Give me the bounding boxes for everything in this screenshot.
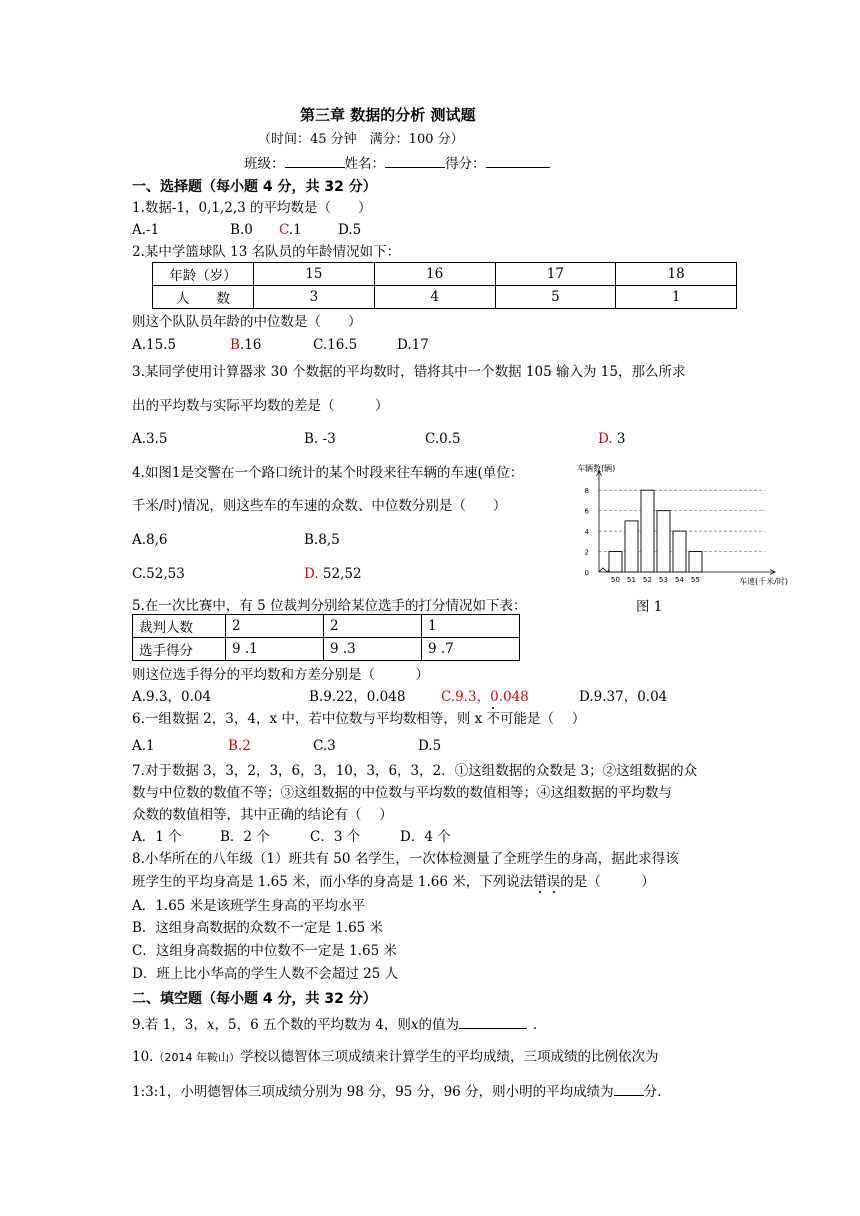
table-cell: 年龄（岁） bbox=[153, 263, 254, 286]
q8-option-a: A．1.65 米是该班学生身高的平均水平 bbox=[132, 898, 366, 914]
score-table bbox=[132, 614, 520, 661]
emphasis-dot: 错 bbox=[533, 874, 547, 890]
q4-option-b: B.8,5 bbox=[304, 532, 340, 548]
bar bbox=[609, 552, 622, 572]
q3-option-d: D. 3 bbox=[598, 431, 626, 447]
name-blank[interactable] bbox=[385, 154, 445, 168]
vehicle-speed-bar-chart bbox=[575, 462, 790, 592]
table-cell: 1 bbox=[422, 615, 520, 638]
q10-line2: 1:3:1，小明德智体三项成绩分别为 98 分，95 分，96 分，则小明的平均成绩为 分. bbox=[132, 1084, 662, 1100]
q5-option-a: A.9.3，0.04 bbox=[132, 689, 212, 705]
q6-option-a: A.1 bbox=[132, 738, 155, 754]
age-table bbox=[152, 262, 737, 309]
table-cell: 5 bbox=[495, 286, 616, 309]
q4-answer-letter: D. bbox=[304, 566, 319, 582]
x-tick-label: 55 bbox=[691, 576, 700, 584]
table-row bbox=[133, 638, 520, 661]
q1-option-b: B.0 bbox=[230, 222, 253, 238]
q5-option-b: B.9.22，0.048 bbox=[309, 689, 406, 705]
exam-info: （时间：45 分钟 满分：100 分） bbox=[258, 132, 464, 147]
bar bbox=[641, 490, 654, 572]
q1-stem: 1.数据-1，0,1,2,3 的平均数是（ ） bbox=[132, 200, 372, 216]
q8-line2: 班学生的平均身高是 1.65 米，而小华的身高是 1.66 米，下列说法错误的是（ ） bbox=[132, 874, 655, 890]
q5-option-d: D.9.37，0.04 bbox=[579, 689, 668, 705]
q4-option-d: D. 52,52 bbox=[304, 566, 362, 582]
q10-line1: 10.（2014 年鞍山）学校以德智体三项成绩来计算学生的平均成绩，三项成绩的比例依次为 bbox=[132, 1049, 659, 1065]
q9-stem: 9.若 1，3，x，5，6 五个数的平均数为 4，则x的值为 ． bbox=[132, 1017, 547, 1033]
q3-option-c: C.0.5 bbox=[425, 431, 461, 447]
student-info-line bbox=[244, 154, 550, 173]
q9-answer-blank[interactable] bbox=[459, 1015, 527, 1029]
q2-question: 则这个队队员年龄的中位数是（ ） bbox=[132, 314, 362, 330]
q5-option-c: C.9.3，0.048 bbox=[441, 689, 529, 705]
page-title: 第三章 数据的分析 测试题 bbox=[300, 106, 476, 124]
q7-option-a: A．1 个 bbox=[132, 829, 182, 845]
y-tick-label: 2 bbox=[584, 548, 589, 557]
table-cell: 2 bbox=[226, 615, 324, 638]
y-axis-label: 车辆数(辆) bbox=[577, 464, 616, 473]
x-tick-label: 51 bbox=[627, 576, 636, 584]
table-cell: 9 .3 bbox=[324, 638, 422, 661]
q3-option-b: B. -3 bbox=[304, 431, 336, 447]
y-tick-label: 8 bbox=[584, 487, 589, 496]
emphasis-dot: 不 bbox=[486, 711, 501, 727]
q7-line2: 数与中位数的数值不等；③这组数据的中位数与平均数的数值相等；④这组数据的平均数与 bbox=[132, 785, 672, 801]
figure-caption: 图 1 bbox=[636, 599, 663, 615]
q7-option-d: D．4 个 bbox=[400, 829, 451, 845]
class-blank[interactable] bbox=[285, 154, 345, 168]
q6-option-b: B.2 bbox=[228, 738, 251, 754]
x-tick-label: 54 bbox=[675, 576, 684, 584]
table-cell: 9 .7 bbox=[422, 638, 520, 661]
table-cell: 18 bbox=[616, 263, 737, 286]
class-label: 班级： bbox=[244, 156, 285, 172]
section-heading-choice: 一、选择题（每小题 4 分，共 32 分） bbox=[132, 179, 377, 195]
variable-x: x bbox=[206, 1017, 215, 1033]
table-cell: 15 bbox=[254, 263, 375, 286]
q5-question: 则这位选手得分的平均数和方差分别是（ ） bbox=[132, 667, 429, 683]
q8-option-d: D．班上比小华高的学生人数不会超过 25 人 bbox=[132, 966, 399, 982]
table-cell: 1 bbox=[616, 286, 737, 309]
q4-line2: 千米/时)情况，则这些车的车速的众数、中位数分别是（ ） bbox=[132, 498, 507, 514]
variable-x: x bbox=[410, 1017, 419, 1033]
q8-line1: 8.小华所在的八年级（1）班共有 50 名学生，一次体检测量了全班学生的身高，据此求得该 bbox=[132, 851, 679, 867]
q1-answer-letter: C bbox=[279, 222, 289, 238]
section-heading-fill: 二、填空题（每小题 4 分，共 32 分） bbox=[132, 991, 377, 1007]
q4-option-a: A.8,6 bbox=[132, 532, 168, 548]
q3-option-a: A.3.5 bbox=[132, 431, 168, 447]
q4-option-c: C.52,53 bbox=[132, 566, 185, 582]
q3-answer-letter: D. bbox=[598, 431, 613, 447]
y-tick-label: 4 bbox=[584, 528, 589, 537]
x-axis-label: 车速(千米/时) bbox=[739, 577, 788, 586]
q6-option-c: C.3 bbox=[313, 738, 336, 754]
table-cell: 3 bbox=[254, 286, 375, 309]
bar bbox=[673, 531, 686, 572]
bar bbox=[657, 511, 670, 572]
q2-option-d: D.17 bbox=[397, 337, 429, 353]
q5-stem: 5.在一次比赛中，有 5 位裁判分别给某位选手的打分情况如下表： bbox=[132, 598, 527, 614]
table-cell: 选手得分 bbox=[133, 638, 226, 661]
y-tick-label: 0 bbox=[584, 569, 589, 577]
q1-option-a: A.-1 bbox=[132, 222, 160, 238]
table-cell: 9 .1 bbox=[226, 638, 324, 661]
q2-option-b: B.16 bbox=[230, 337, 262, 353]
name-label: 姓名： bbox=[344, 156, 385, 172]
table-row bbox=[153, 263, 737, 286]
q7-line3: 众数的数值相等，其中正确的结论有（ ） bbox=[132, 807, 393, 823]
score-blank[interactable] bbox=[486, 154, 550, 168]
q1-option-d: D.5 bbox=[338, 222, 362, 238]
q2-option-c: C.16.5 bbox=[313, 337, 358, 353]
table-cell: 2 bbox=[324, 615, 422, 638]
table-cell: 裁判人数 bbox=[133, 615, 226, 638]
q2-answer-letter: B bbox=[230, 337, 240, 353]
x-tick-label: 52 bbox=[643, 576, 652, 584]
source-note: （2014 年鞍山） bbox=[153, 1051, 240, 1064]
q3-line2: 出的平均数与实际平均数的差是（ ） bbox=[132, 398, 389, 414]
q2-stem: 2.某中学篮球队 13 名队员的年龄情况如下： bbox=[132, 244, 401, 260]
q6-stem: 6.一组数据 2，3，4，x 中，若中位数与平均数相等，则 x 不可能是（ ） bbox=[132, 711, 586, 727]
q6-option-d: D.5 bbox=[418, 738, 442, 754]
bar bbox=[625, 521, 638, 572]
table-cell: 16 bbox=[374, 263, 495, 286]
x-tick-label: 53 bbox=[659, 576, 668, 584]
q8-option-b: B．这组身高数据的众数不一定是 1.65 米 bbox=[132, 920, 384, 936]
table-row bbox=[153, 286, 737, 309]
x-tick-label: 50 bbox=[611, 576, 620, 584]
score-label: 得分： bbox=[445, 156, 486, 172]
q3-line1: 3.某同学使用计算器求 30 个数据的平均数时，错将其中一个数据 105 输入为 15，那么所求 bbox=[132, 364, 686, 380]
table-cell: 4 bbox=[374, 286, 495, 309]
q7-option-c: C．3 个 bbox=[310, 829, 361, 845]
table-row bbox=[133, 615, 520, 638]
q2-option-a: A.15.5 bbox=[132, 337, 177, 353]
y-tick-label: 6 bbox=[584, 507, 589, 516]
q8-option-c: C．这组身高数据的中位数不一定是 1.65 米 bbox=[132, 943, 397, 959]
q10-answer-blank[interactable] bbox=[614, 1082, 644, 1096]
table-cell: 人 数 bbox=[153, 286, 254, 309]
bar bbox=[689, 552, 702, 572]
emphasis-dot: 误 bbox=[546, 874, 561, 890]
q7-line1: 7.对于数据 3，3，2，3，6，3，10，3，6，3，2．①这组数据的众数是 3；②这组数据的众 bbox=[132, 763, 698, 779]
q7-option-b: B．2 个 bbox=[220, 829, 270, 845]
q4-line1: 4.如图1是交警在一个路口统计的某个时段来往车辆的车速(单位： bbox=[132, 465, 524, 481]
table-cell: 17 bbox=[495, 263, 616, 286]
q1-option-c: C.1 bbox=[279, 222, 302, 238]
